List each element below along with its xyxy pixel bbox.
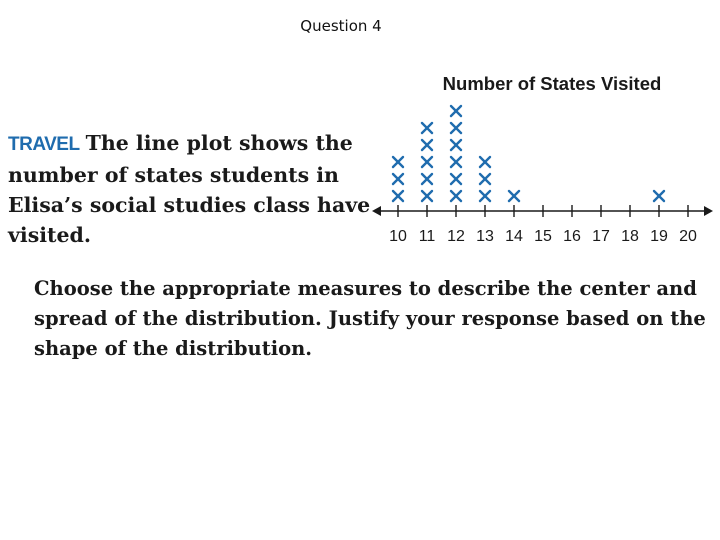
tick-label: 17 [592, 228, 610, 245]
x-mark [654, 191, 664, 201]
tick-label: 12 [447, 228, 465, 245]
line-plot [370, 66, 720, 256]
x-mark [480, 157, 490, 167]
x-mark [422, 140, 432, 150]
x-mark [480, 174, 490, 184]
problem-statement [8, 128, 378, 250]
axis-arrow-left [372, 206, 381, 216]
axis-arrow-right [704, 206, 713, 216]
tick-label: 20 [679, 228, 697, 245]
tick-label: 10 [389, 228, 407, 245]
x-mark [422, 123, 432, 133]
tick-label: 13 [476, 228, 494, 245]
x-mark [480, 191, 490, 201]
x-mark [451, 106, 461, 116]
tick-label: 19 [650, 228, 668, 245]
x-mark [422, 157, 432, 167]
x-mark [451, 174, 461, 184]
x-mark [422, 174, 432, 184]
x-mark [393, 157, 403, 167]
tick-label: 16 [563, 228, 581, 245]
tick-label: 15 [534, 228, 552, 245]
x-mark [422, 191, 432, 201]
x-mark [451, 123, 461, 133]
tick-label: 11 [418, 228, 436, 245]
x-mark [509, 191, 519, 201]
topic-tag: TRAVEL [8, 134, 80, 155]
x-mark [451, 157, 461, 167]
number-line [372, 205, 713, 245]
plot-marks [393, 106, 664, 201]
chart-title: Number of States Visited [442, 73, 662, 94]
x-mark [393, 191, 403, 201]
x-mark [451, 140, 461, 150]
x-mark [393, 174, 403, 184]
tick-label: 18 [621, 228, 639, 245]
question-text: Choose the appropriate measures to describe the center and spread of the distribution. Justify your response based on the shape of the distribution. [34, 277, 706, 360]
tick-label: 14 [505, 228, 523, 245]
slide-title: Question 4 [300, 17, 382, 35]
problem-text: The line plot shows the number of states students in Elisa’s social studies class have visited. [8, 131, 371, 247]
x-mark [451, 191, 461, 201]
